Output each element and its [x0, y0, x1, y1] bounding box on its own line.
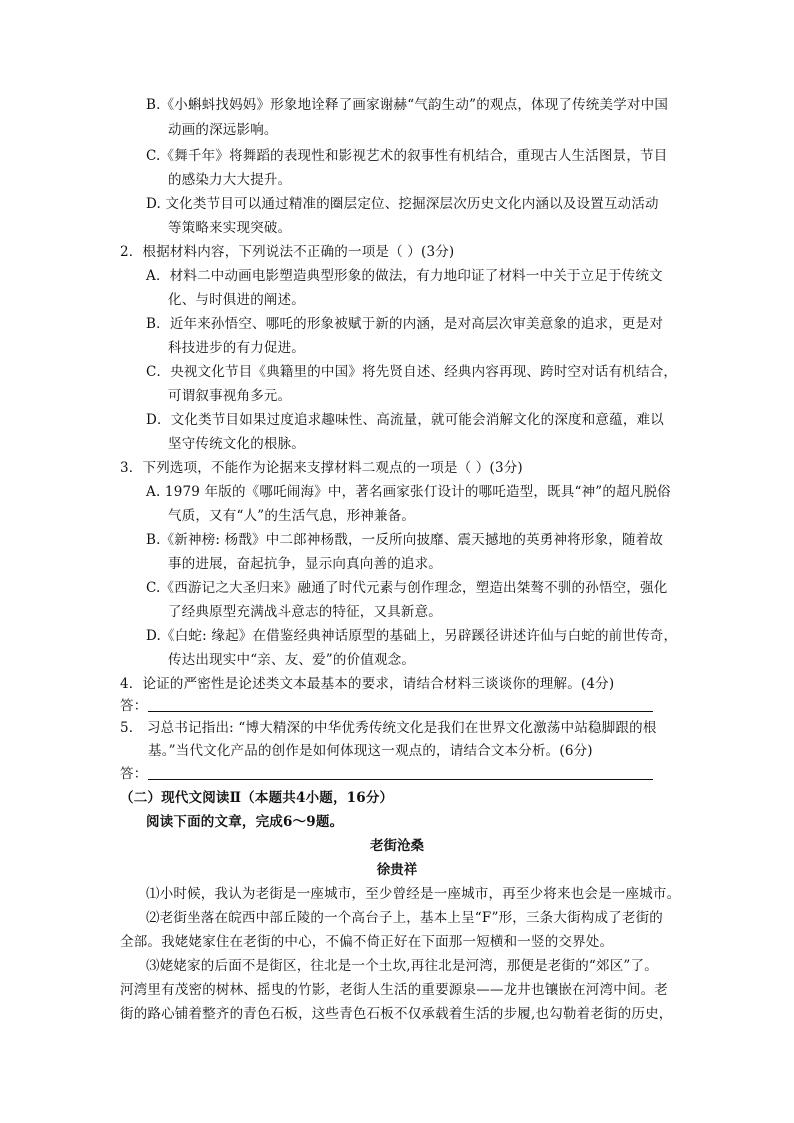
q2-option-a-line2: 化、与时俱进的阐述。	[168, 292, 305, 308]
article-paragraph-3-line3: 街的路心铺着整齐的青色石板，这些青色石板不仅承载着生活的步履,也勾勒着老街的历史，	[120, 1006, 673, 1022]
q1-option-c-line2: 的感染力大大提升。	[168, 172, 292, 188]
q2-option-b-line2: 科技进步的有力促进。	[168, 340, 305, 356]
q2-option-c-line2: 可谓叙事视角多元。	[168, 388, 292, 404]
article-paragraph-2-line1: ⑵老街坐落在皖西中部丘陵的一个高台子上，基本上呈“F”形，三条大街构成了老街的	[146, 910, 663, 926]
q2-option-a-line1: A．材料二中动画电影塑造典型形象的做法，有力地印证了材料一中关于立足于传统文	[146, 268, 663, 284]
q1-option-b-line1: B.《小蝌蚪找妈妈》形象地诠释了画家谢赫“气韵生动”的观点，体现了传统美学对中国	[146, 97, 669, 113]
article-author: 徐贵祥	[376, 862, 418, 878]
q1-option-d-line1: D. 文化类节目可以通过精准的圈层定位、挖掘深层次历史文化内涵以及设置互动活动	[146, 196, 659, 212]
q3-option-b-line2: 事的进展，奋起抗争，显示向真向善的追求。	[168, 556, 442, 572]
q3-option-a-line1: A. 1979 年版的《哪吒闹海》中，著名画家张仃设计的哪吒造型，既具“神”的超凡脱俗	[146, 484, 671, 500]
q4-answer-line[interactable]	[148, 711, 653, 712]
q2-option-b-line1: B．近年来孙悟空、哪吒的形象被赋于新的内涵，是对高层次审美意象的追求，更是对	[146, 316, 664, 332]
q5-answer-line[interactable]	[148, 779, 653, 780]
article-paragraph-1: ⑴小时候，我认为老街是一座城市，至少曾经是一座城市，再至少将来也会是一座城市。	[146, 886, 681, 902]
q2-option-d-line1: D．文化类节目如果过度追求趣味性、高流量，就可能会消解文化的深度和意蕴，难以	[146, 412, 664, 428]
q1-option-b-line2: 动画的深远影响。	[168, 122, 278, 138]
q3-option-c-line2: 了经典原型充满战斗意志的特征，又具新意。	[168, 604, 442, 620]
q3-option-d-line1: D.《白蛇: 缘起》在借鉴经典神话原型的基础上，另辟蹊径讲述许仙与白蛇的前世传奇，	[146, 628, 678, 644]
article-title: 老街沧桑	[370, 838, 424, 854]
q5-stem-line2: 基。”当代文化产品的创作是如何体现这一观点的，请结合文本分析。(6分)	[148, 743, 593, 759]
article-paragraph-3-line1: ⑶姥姥家的后面不是街区，往北是一个土坎,再往北是河湾，那便是老街的“郊区”了。	[146, 958, 658, 974]
q3-stem: 3．下列选项，不能作为论据来支撑材料二观点的一项是（ ）(3分)	[120, 460, 523, 476]
q3-option-a-line2: 气质，又有“人”的生活气息，形神兼备。	[168, 508, 416, 524]
q3-option-d-line2: 传达出现实中“亲、友、爱”的价值观念。	[168, 652, 416, 668]
q2-stem: 2．根据材料内容，下列说法不正确的一项是（ ）(3分)	[120, 244, 455, 260]
q1-option-c-line1: C.《舞千年》将舞蹈的表现性和影视艺术的叙事性有机结合，重现古人生活图景，节目	[146, 148, 668, 164]
q5-stem-line1: 5． 习总书记指出: “博大精深的中华优秀传统文化是我们在世界文化激荡中站稳脚跟的根	[120, 720, 657, 736]
q2-option-c-line1: C．央视文化节目《典籍里的中国》将先贤自述、经典内容再现、跨时空对话有机结合，	[146, 364, 678, 380]
q3-option-b-line1: B.《新神榜: 杨戬》中二郎神杨戬，一反所向披靡、震天撼地的英勇神将形象，随着故	[146, 532, 664, 548]
q2-option-d-line2: 坚守传统文化的根脉。	[168, 436, 305, 452]
q4-stem: 4．论证的严密性是论述类文本最基本的要求，请结合材料三谈谈你的理解。(4分)	[120, 676, 615, 692]
article-paragraph-3-line2: 河湾里有茂密的树林、摇曳的竹影，老街人生活的重要源泉——龙井也镶嵌在河湾中间。老	[120, 982, 668, 998]
q4-answer-label: 答：	[120, 698, 148, 714]
q1-option-d-line2: 等策略来实现突破。	[168, 220, 292, 236]
section-heading: （二）现代文阅读Ⅱ（本题共4小题，16分）	[120, 790, 394, 806]
article-paragraph-2-line2: 全部。我姥姥家住在老街的中心，不偏不倚正好在下面那一短横和一竖的交界处。	[120, 934, 614, 950]
section-instruction: 阅读下面的文章，完成6～9题。	[146, 814, 344, 830]
q5-answer-label: 答：	[120, 766, 148, 782]
q3-option-c-line1: C.《西游记之大圣归来》融通了时代元素与创作理念，塑造出桀骜不驯的孙悟空，强化	[146, 580, 668, 596]
